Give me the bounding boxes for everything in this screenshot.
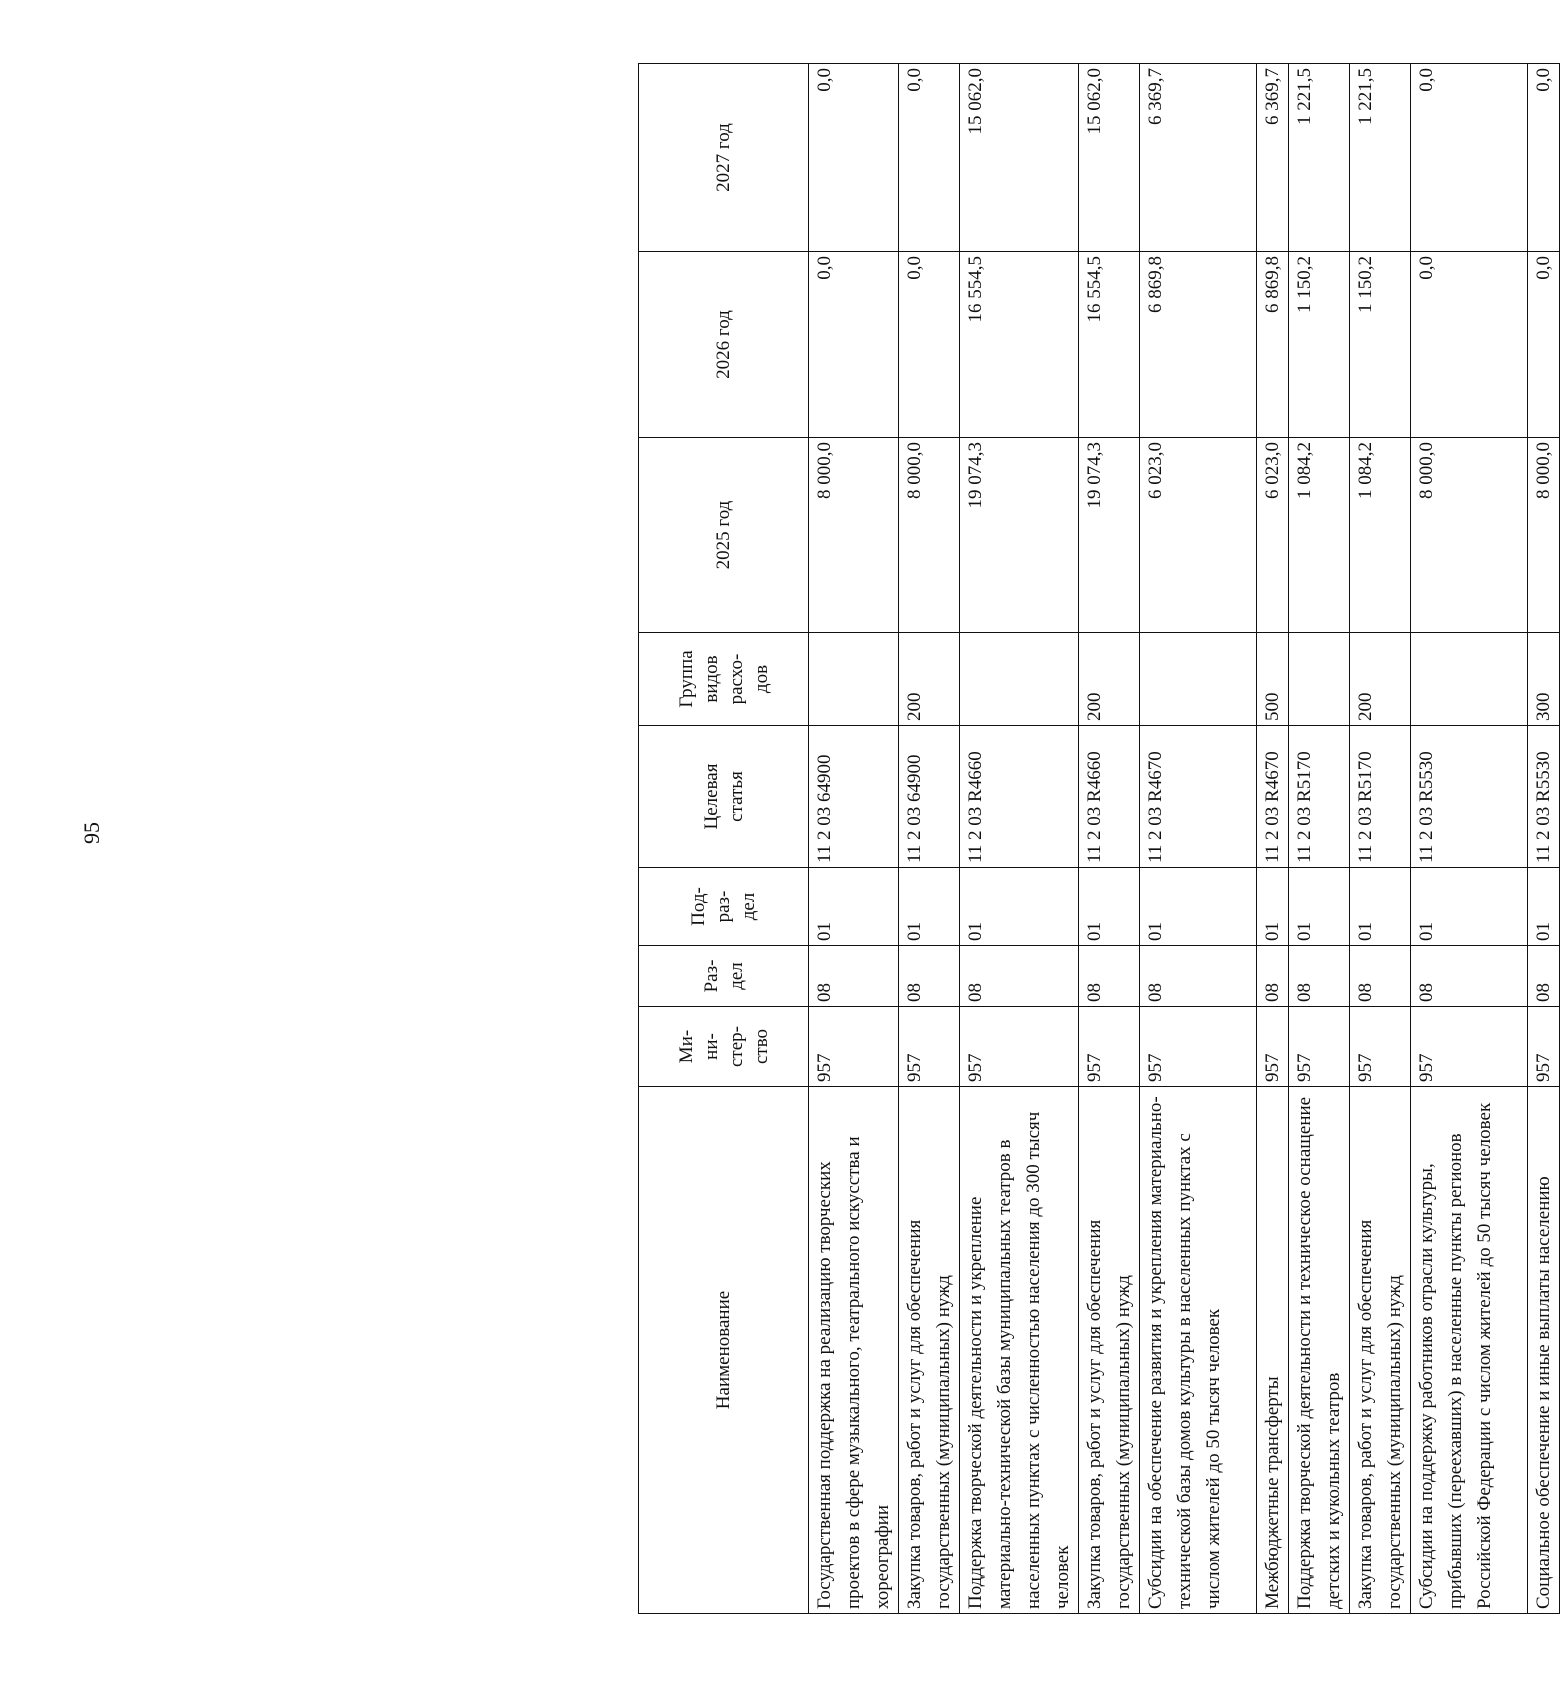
cell-2025: 8 000,0 [899,438,960,633]
cell-target: 11 2 03 R4660 [960,726,1079,868]
cell-2025: 1 084,2 [1350,438,1411,633]
table-row [1411,64,1528,1614]
cell-2025: 8 000,0 [1528,438,1560,633]
cell-ministry: 957 [1079,1007,1140,1087]
cell-subsection: 01 [1528,868,1560,946]
cell-section: 08 [1350,946,1411,1007]
cell-2026: 0,0 [1528,252,1560,438]
table-row [1257,64,1289,1614]
cell-section: 08 [960,946,1079,1007]
cell-target: 11 2 03 R4660 [1079,726,1140,868]
table-row [960,64,1079,1614]
cell-target: 11 2 03 R5530 [1411,726,1528,868]
cell-2025: 8 000,0 [1411,438,1528,633]
cell-subsection: 01 [1411,868,1528,946]
cell-2026: 1 150,2 [1289,252,1350,438]
cell-ministry: 957 [899,1007,960,1087]
cell-target: 11 2 03 R4670 [1257,726,1289,868]
cell-2025: 6 023,0 [1140,438,1257,633]
cell-target: 11 2 03 64900 [899,726,960,868]
cell-target: 11 2 03 R5170 [1289,726,1350,868]
cell-2025: 8 000,0 [809,438,899,633]
cell-subsection: 01 [1079,868,1140,946]
cell-2027: 0,0 [1411,64,1528,252]
header-2027: 2027 год [639,64,809,252]
cell-target: 11 2 03 64900 [809,726,899,868]
header-name: Наименование [639,1087,809,1614]
table-row [1528,64,1560,1614]
table-row [1350,64,1411,1614]
header-subsection: Под- раз- дел [639,868,809,946]
table-row [1140,64,1257,1614]
cell-section: 08 [1079,946,1140,1007]
cell-name: Закупка товаров, работ и услуг для обеспечения государственных (муниципальных) нужд [899,1087,960,1614]
cell-expense-group: 300 [1528,633,1560,726]
cell-2027: 1 221,5 [1289,64,1350,252]
cell-target: 11 2 03 R5170 [1350,726,1411,868]
cell-ministry: 957 [1528,1007,1560,1087]
cell-expense-group [960,633,1079,726]
cell-2025: 19 074,3 [1079,438,1140,633]
cell-2025: 6 023,0 [1257,438,1289,633]
cell-2027: 6 369,7 [1257,64,1289,252]
cell-ministry: 957 [960,1007,1079,1087]
header-expense-group: Группа видов расхо- дов [639,633,809,726]
cell-2026: 16 554,5 [960,252,1079,438]
header-2025: 2025 год [639,438,809,633]
cell-section: 08 [1528,946,1560,1007]
cell-expense-group [1289,633,1350,726]
budget-table-container [638,64,1554,1614]
cell-subsection: 01 [1289,868,1350,946]
cell-name: Поддержка творческой деятельности и техническое оснащение детских и кукольных театров [1289,1087,1350,1614]
cell-2027: 0,0 [809,64,899,252]
header-row [639,64,809,1614]
cell-expense-group: 200 [1079,633,1140,726]
cell-subsection: 01 [1350,868,1411,946]
cell-2026: 16 554,5 [1079,252,1140,438]
cell-2026: 6 869,8 [1140,252,1257,438]
table-row [899,64,960,1614]
cell-2026: 0,0 [809,252,899,438]
cell-name: Поддержка творческой деятельности и укрепление материально-технической базы муниципальных театров в населенных пунктах с численностью населения до 300 тысяч человек [960,1087,1079,1614]
cell-2027: 0,0 [899,64,960,252]
cell-ministry: 957 [1350,1007,1411,1087]
cell-2027: 1 221,5 [1350,64,1411,252]
header-section: Раз- дел [639,946,809,1007]
table-row [1289,64,1350,1614]
cell-name: Социальное обеспечение и иные выплаты населению [1528,1087,1560,1614]
cell-section: 08 [1140,946,1257,1007]
table-row [809,64,899,1614]
cell-subsection: 01 [809,868,899,946]
cell-ministry: 957 [1257,1007,1289,1087]
cell-name: Закупка товаров, работ и услуг для обеспечения государственных (муниципальных) нужд [1079,1087,1140,1614]
cell-2027: 15 062,0 [1079,64,1140,252]
cell-2025: 19 074,3 [960,438,1079,633]
cell-ministry: 957 [809,1007,899,1087]
table-row [1079,64,1140,1614]
header-2026: 2026 год [639,252,809,438]
cell-expense-group: 200 [899,633,960,726]
cell-subsection: 01 [899,868,960,946]
table-body [809,64,1560,1614]
cell-section: 08 [809,946,899,1007]
cell-expense-group: 500 [1257,633,1289,726]
cell-2026: 1 150,2 [1350,252,1411,438]
cell-2026: 6 869,8 [1257,252,1289,438]
cell-ministry: 957 [1140,1007,1257,1087]
cell-name: Субсидии на обеспечение развития и укрепления материально-технической базы домов культуры в населенных пунктах с числом жителей до 50 тысяч человек [1140,1087,1257,1614]
header-target: Целевая статья [639,726,809,868]
cell-name: Государственная поддержка на реализацию творческих проектов в сфере музыкального, театрального искусства и хореографии [809,1087,899,1614]
cell-section: 08 [1257,946,1289,1007]
cell-expense-group: 200 [1350,633,1411,726]
cell-expense-group [809,633,899,726]
cell-ministry: 957 [1289,1007,1350,1087]
cell-target: 11 2 03 R5530 [1528,726,1560,868]
cell-2027: 0,0 [1528,64,1560,252]
cell-target: 11 2 03 R4670 [1140,726,1257,868]
cell-ministry: 957 [1411,1007,1528,1087]
cell-expense-group [1140,633,1257,726]
cell-section: 08 [1411,946,1528,1007]
budget-table [638,63,1560,1614]
cell-section: 08 [899,946,960,1007]
cell-name: Закупка товаров, работ и услуг для обеспечения государственных (муниципальных) нужд [1350,1087,1411,1614]
cell-2026: 0,0 [899,252,960,438]
cell-name: Субсидии на поддержку работников отрасли культуры, прибывших (переехавших) в населенные пункты регионов Российской Федерации с числом жителей до 50 тысяч человек [1411,1087,1528,1614]
header-ministry: Ми- ни- стер- ство [639,1007,809,1087]
cell-subsection: 01 [960,868,1079,946]
cell-name: Межбюджетные трансферты [1257,1087,1289,1614]
cell-expense-group [1411,633,1528,726]
cell-2026: 0,0 [1411,252,1528,438]
cell-2027: 15 062,0 [960,64,1079,252]
page-number: 95 [79,822,104,844]
cell-2027: 6 369,7 [1140,64,1257,252]
cell-subsection: 01 [1257,868,1289,946]
cell-section: 08 [1289,946,1350,1007]
cell-subsection: 01 [1140,868,1257,946]
cell-2025: 1 084,2 [1289,438,1350,633]
